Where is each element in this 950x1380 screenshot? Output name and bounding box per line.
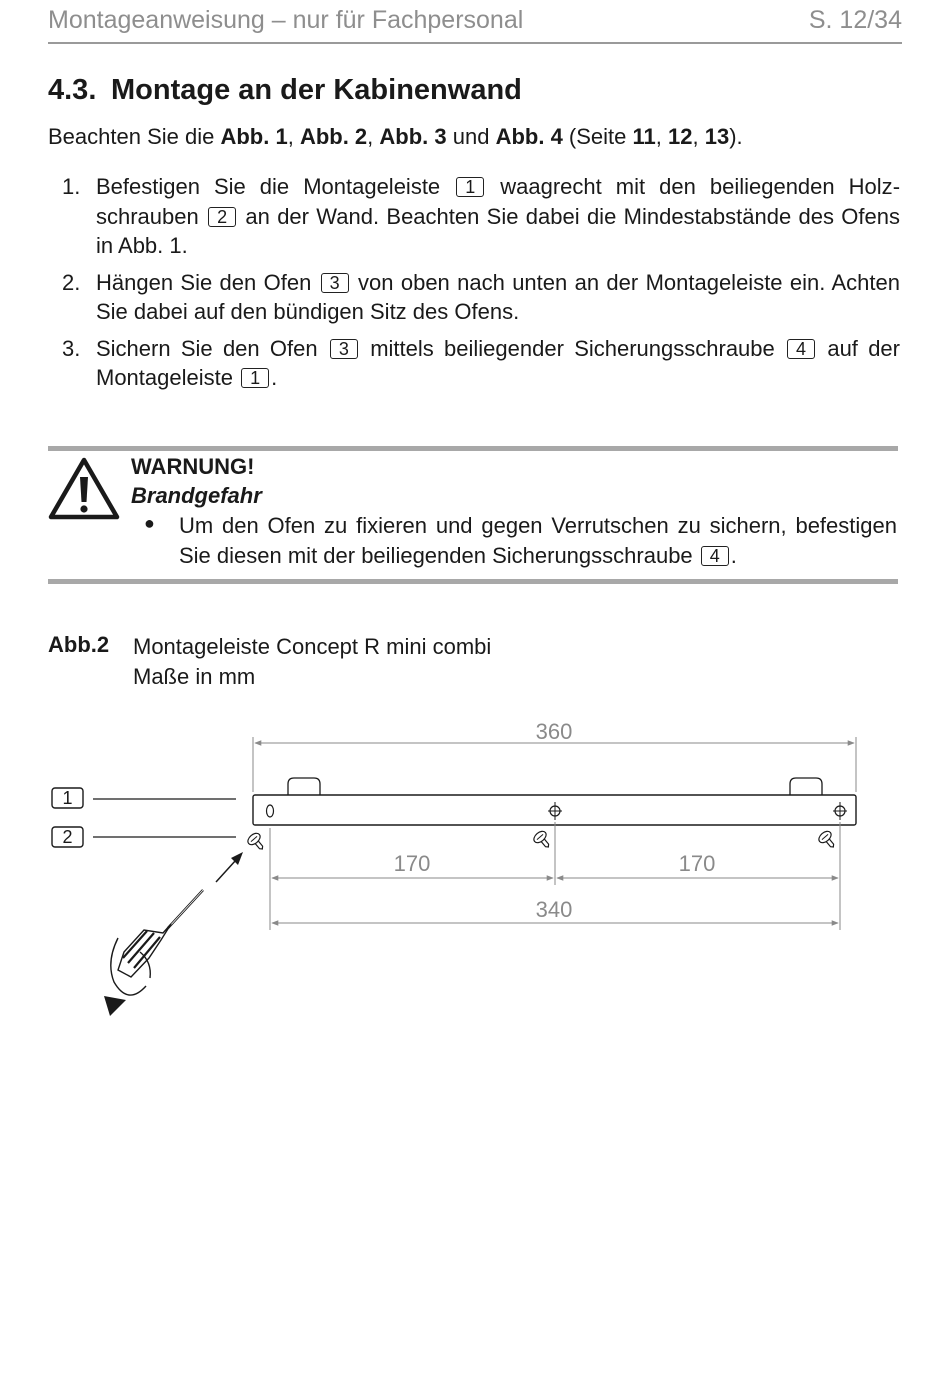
dimension-label: 340 xyxy=(535,897,573,922)
steps-list xyxy=(48,172,900,400)
intro-text: und xyxy=(446,124,496,149)
callout-label: 1 xyxy=(62,788,73,808)
page-number: S. 12/34 xyxy=(808,6,902,34)
figure-caption-line: Maße in mm xyxy=(133,663,256,689)
intro-sep: , xyxy=(287,124,300,149)
step-number: 1. xyxy=(62,174,81,199)
intro-text: ). xyxy=(729,124,743,149)
warning-title: WARNUNG! xyxy=(131,454,255,479)
callout-1 xyxy=(52,788,236,808)
step-number: 3. xyxy=(62,335,81,361)
intro-sep: , xyxy=(692,124,705,149)
ref-abb2: Abb. 2 xyxy=(299,124,368,149)
intro-text: (Seite xyxy=(562,124,633,149)
screw-icon xyxy=(817,829,839,851)
dimension-170-left xyxy=(270,822,555,930)
part-callout: 1 xyxy=(241,368,269,388)
callout-label: 2 xyxy=(62,827,73,847)
page-header xyxy=(48,4,902,44)
section-number: 4.3. xyxy=(48,74,97,106)
part-callout: 2 xyxy=(208,207,236,227)
screw-icon xyxy=(246,831,268,853)
ref-abb1: Abb. 1 xyxy=(220,124,288,149)
part-callout: 4 xyxy=(787,339,815,359)
dimension-170-right xyxy=(557,822,840,930)
step-number: 2. xyxy=(62,269,81,295)
part-callout: 3 xyxy=(330,339,358,359)
intro-paragraph xyxy=(48,124,743,150)
list-item xyxy=(48,334,900,393)
step-text: von oben nach unten an der Montageleiste ein. Achten Sie dabei auf den bündigen Sitz des Ofens. xyxy=(96,269,900,324)
warning-triangle-icon xyxy=(48,457,120,521)
step-text: mittels beiliegender Sicherungsschraube xyxy=(359,335,786,361)
mounting-rail-drawing xyxy=(0,700,950,1040)
warning-subtitle: Brandgefahr xyxy=(131,483,262,508)
step-text: Hängen Sie den Ofen xyxy=(96,269,319,295)
insert-arrow-icon xyxy=(216,852,243,882)
warning-text-end: . xyxy=(730,542,737,568)
document-title: Montageanweisung – nur für Fachpersonal xyxy=(48,6,524,34)
part-callout: 1 xyxy=(456,177,484,197)
step-text: Sichern Sie den Ofen xyxy=(96,335,328,361)
ref-page: 11 xyxy=(632,124,656,149)
part-callout: 3 xyxy=(321,273,349,293)
warning-text xyxy=(179,511,897,570)
dimension-label: 170 xyxy=(393,851,431,876)
screwdriver-icon xyxy=(104,890,203,1016)
step-text: . xyxy=(271,365,278,390)
mounting-rail xyxy=(253,778,856,825)
ref-page: 13 xyxy=(704,124,730,149)
dimension-label: 360 xyxy=(535,719,573,744)
warning-text-body: Um den Ofen zu fixieren und gegen Verrutschen zu sichern, befestigen Sie diesen mit der beiliegenden Sicherungsschraube xyxy=(179,513,897,568)
dimension-360 xyxy=(253,719,856,792)
step-text: Befestigen Sie die Montageleiste xyxy=(96,174,455,199)
warning-box xyxy=(48,446,898,584)
dimension-label: 170 xyxy=(678,851,716,876)
bullet-icon: ● xyxy=(144,513,155,533)
intro-sep: , xyxy=(367,124,380,149)
ref-abb4: Abb. 4 xyxy=(495,124,563,149)
intro-sep: , xyxy=(655,124,669,149)
screw-icon xyxy=(532,829,554,851)
figure-caption xyxy=(133,632,491,691)
list-item xyxy=(48,268,900,327)
intro-text: Beachten Sie die xyxy=(48,124,221,149)
list-item xyxy=(48,172,900,261)
ref-abb3: Abb. 3 xyxy=(379,124,447,149)
step-text: an der Wand. Beachten Sie dabei die Mindestabstände des Ofens in Abb. 1. xyxy=(96,203,900,258)
figure-label: Abb.2 xyxy=(48,632,110,657)
step-text: auf der Montageleiste xyxy=(96,335,900,390)
figure-caption-line: Montageleiste Concept R mini combi xyxy=(133,634,492,659)
ref-page: 12 xyxy=(668,124,693,149)
dimension-340 xyxy=(272,897,838,923)
step-text: waagrecht mit den beiliegenden Holzschrauben xyxy=(96,174,901,229)
part-callout: 4 xyxy=(701,546,729,566)
section-title: Montage an der Kabinenwand xyxy=(111,74,522,106)
callout-2 xyxy=(52,827,236,847)
section-heading xyxy=(48,74,522,107)
